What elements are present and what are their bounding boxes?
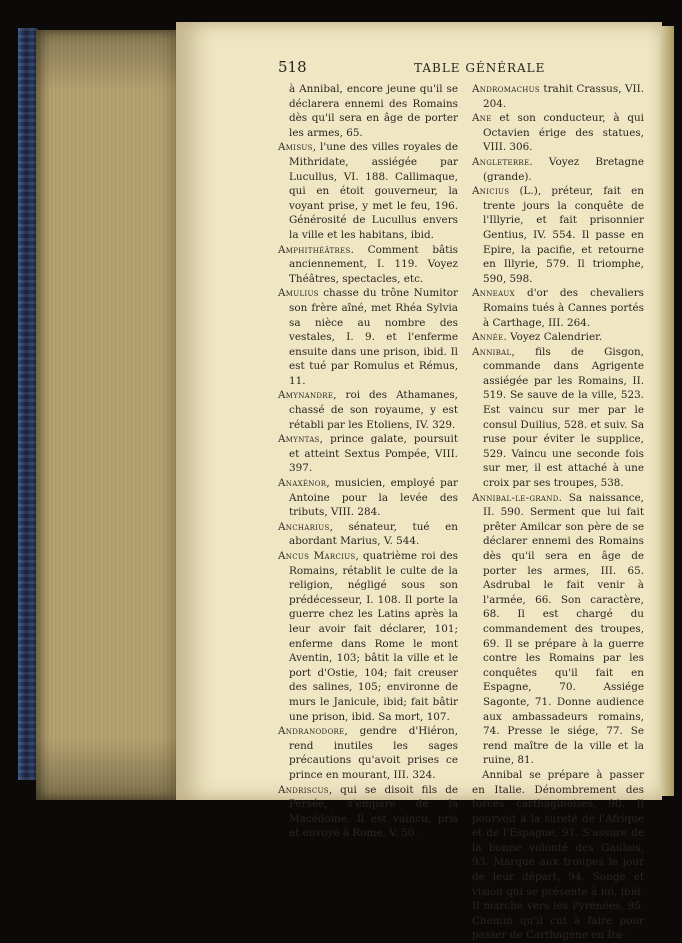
book-binding [18, 28, 38, 780]
entry-text: trahit Crassus, VII. 204. [483, 83, 644, 110]
page-header [278, 58, 650, 80]
entry-text: . Sa naissance, II. 590. Serment que lui fait prêter Amilcar son père de se déclarer ennemi des Romains dès qu'il sera en âge de porter les armes, III. 65. Asdrubal le fait venir à l'armée, 66. Son caractère, 68. Il est chargé du commandement des troupes, 69. Il se prépare à la guerre contre les Romains par les conquêtes qu'il fait en Espagne, 70. Assiége Sagonte, 71. Donne audience aux ambassadeurs romains, 74. Presse le siége, 77. Se rend maître de la ville et la ruine, 81. [483, 491, 644, 767]
entry-headword: Anneaux [472, 287, 515, 300]
entry-headword: Andromachus [472, 83, 540, 95]
entry-headword: Ane [472, 112, 492, 125]
entry-headword: Anaxénor [278, 477, 327, 490]
index-entry [472, 330, 644, 345]
left-column [278, 82, 458, 841]
entry-text: , quatrième roi des Romains, rétablit le culte de la religion, négligé sous son prédécesseur, I. 108. Il porte la guerre chez les Latins après la leur avoir fait déclarer, 101; enferme dans Rome le mont Aventin, 103; bâtit la ville et le port d'Ostie, 104; fait creuser des salines, 105; environne de murs le Janicule, ibid; fait bâtir une prison, ibid. Sa mort, 107. [289, 550, 458, 723]
index-entry [472, 286, 644, 330]
entry-text: , qui se disoit fils de Persée, s'empare de la Macédoine. Il est vaincu, pris et envoyé à Rome, V. 50. [289, 783, 458, 840]
page-edges [36, 30, 182, 800]
entry-text: (L.), préteur, fait en trente jours la conquête de l'Illyrie, et fait prisonnier Gentius, IV. 554. Il passe en Epire, la pacifie, et retourne en Illyrie, 579. Il triomphe, 590, 598. [483, 185, 644, 285]
index-entry [278, 724, 458, 782]
index-entry [278, 286, 458, 388]
entry-headword: Année [472, 331, 504, 344]
entry-text: , prince galate, poursuit et atteint Sextus Pompée, VIII. 397. [289, 433, 458, 475]
index-entry [472, 155, 644, 184]
entry-headword: Amisus [278, 141, 313, 154]
entry-text: , l'une des villes royales de Mithridate, assiégée par Lucullus, VI. 188. Callimaque, qui en étoit gouverneur, la voyant prise, y met le feu, 196. Générosité de Lucullus envers la ville et les habitans, ibid. [289, 141, 458, 241]
entry-text: . Voyez Bretagne (grande). [483, 155, 644, 183]
entry-headword: Andranodore [278, 725, 345, 738]
index-entry [278, 476, 458, 520]
entry-headword: Annibal [472, 345, 512, 358]
entry-text: . Voyez Calendrier. [503, 331, 603, 344]
entry-text: , roi des Athamanes, chassé de son royaume, y est rétabli par les Etoliens, IV. 329. [289, 389, 458, 431]
entry-headword: Amynandre [278, 389, 334, 402]
index-entry [278, 140, 458, 242]
index-entry [472, 111, 644, 155]
running-title: TABLE GÉNÉRALE [414, 61, 546, 75]
right-column [472, 82, 644, 943]
facing-page-edge [660, 26, 674, 796]
entry-headword: Amphithéâtres [278, 243, 351, 256]
index-entry [472, 82, 644, 111]
entry-text: , fils de Gisgon, commande dans Agrigente assiégée par les Romains, II. 519. Se sauve de la ville, 523. Est vaincu sur mer par le consul Duilius, 528. et suiv. Sa ruse pour éviter le supplice, 529. Vaincu une seconde fois sur mer, il est attaché à une croix par ses troupes, 538. [483, 345, 645, 490]
index-entry [278, 388, 458, 432]
entry-text: et son conducteur, à qui Octavien érige des statues, VIII. 306. [483, 112, 644, 154]
entry-text: d'or des chevaliers Romains tués à Cannes portés à Carthage, III. 264. [483, 287, 644, 329]
entry-headword: Amyntas [278, 433, 320, 446]
entry-headword: Ancharius [278, 520, 330, 533]
index-entry [278, 783, 458, 841]
index-entry [472, 345, 644, 491]
entry-headword: Angleterre [472, 155, 530, 168]
entry-headword: Ancus Marcius [278, 550, 356, 562]
entry-text: , gendre d'Hiéron, rend inutiles les sages précautions qu'avoit prises ce prince en mourant, III. 324. [289, 725, 458, 781]
entry-text: , sénateur, tué en abordant Marius, V. 544. [289, 520, 458, 548]
index-entry [278, 549, 458, 724]
index-entry [278, 243, 458, 287]
index-entry [278, 82, 458, 140]
entry-headword: Annibal-le-grand [472, 491, 559, 504]
entry-headword: Anicius [472, 185, 510, 198]
entry-text: chasse du trône Numitor son frère aîné, met Rhéa Sylvia sa nièce au nombre des vestales, I. 9. et l'enferme ensuite dans une prison, ibid. Il est tué par Romulus et Rémus, 11. [289, 287, 458, 387]
index-entry [472, 491, 644, 768]
index-entry [278, 432, 458, 476]
entry-text: , musicien, employé par Antoine pour la levée des tributs, VIII. 284. [289, 477, 458, 519]
entry-text: à Annibal, encore jeune qu'il se déclarera ennemi des Romains dès qu'il sera en âge de porter les armes, 65. [289, 83, 458, 139]
page-number: 518 [278, 58, 307, 76]
index-entry [278, 520, 458, 549]
entry-text: Annibal se prépare à passer en Italie. Dénombrement des forces carthaginoises, 90. Il pourvoit à la sureté de l'Afrique et de l'Espagne, 91. S'assure de la bonne volonté des Gaulois, 93. Marque aux troupes le jour de leur départ, 94. Songe et vision qui se présente à lui, ibid. Il marche vers les Pyrénées, 95. Chemin qu'il cut à faire pour passer de Carthagène en Ita- [472, 768, 644, 942]
entry-headword: Andriscus [278, 783, 329, 796]
entry-headword: Amulius [278, 287, 319, 300]
entry-text: . Comment bâtis anciennement, I. 119. Voyez Théâtres, spectacles, etc. [289, 243, 458, 285]
index-entry [472, 184, 644, 286]
index-entry [472, 768, 644, 943]
